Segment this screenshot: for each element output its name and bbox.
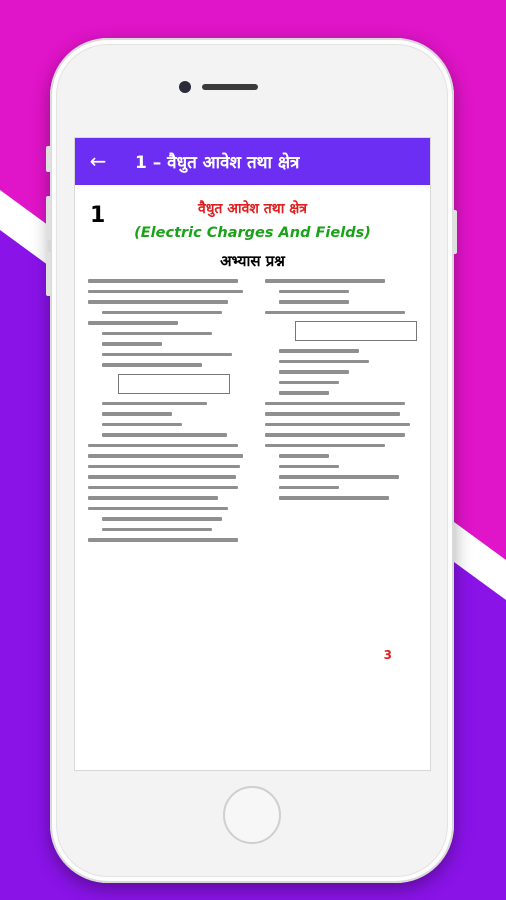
volume-down-button (46, 196, 51, 240)
page-number: 3 (383, 648, 392, 662)
text-column-right (265, 279, 425, 507)
document-page[interactable] (75, 185, 430, 770)
app-screen (74, 137, 431, 771)
power-button (452, 210, 457, 254)
home-button[interactable] (223, 786, 281, 844)
app-bar (75, 138, 430, 185)
hindi-chapter-title: वैधुत आवेश तथा क्षेत्र (198, 201, 307, 217)
arrow-left-icon[interactable]: ← (89, 149, 107, 173)
volume-button-lower (46, 252, 51, 296)
formula-box (118, 374, 230, 394)
earpiece-speaker (202, 84, 258, 90)
chapter-number: 1 (90, 203, 106, 228)
section-heading: अभ्यास प्रश्न (220, 252, 285, 270)
front-camera-icon (179, 81, 191, 93)
volume-up-button (46, 146, 51, 172)
english-chapter-title: (Electric Charges And Fields) (134, 225, 371, 241)
formula-box (295, 321, 417, 341)
app-bar-title: 1 – वैधुत आवेश तथा क्षेत्र (135, 153, 300, 173)
text-column-left (88, 279, 248, 549)
